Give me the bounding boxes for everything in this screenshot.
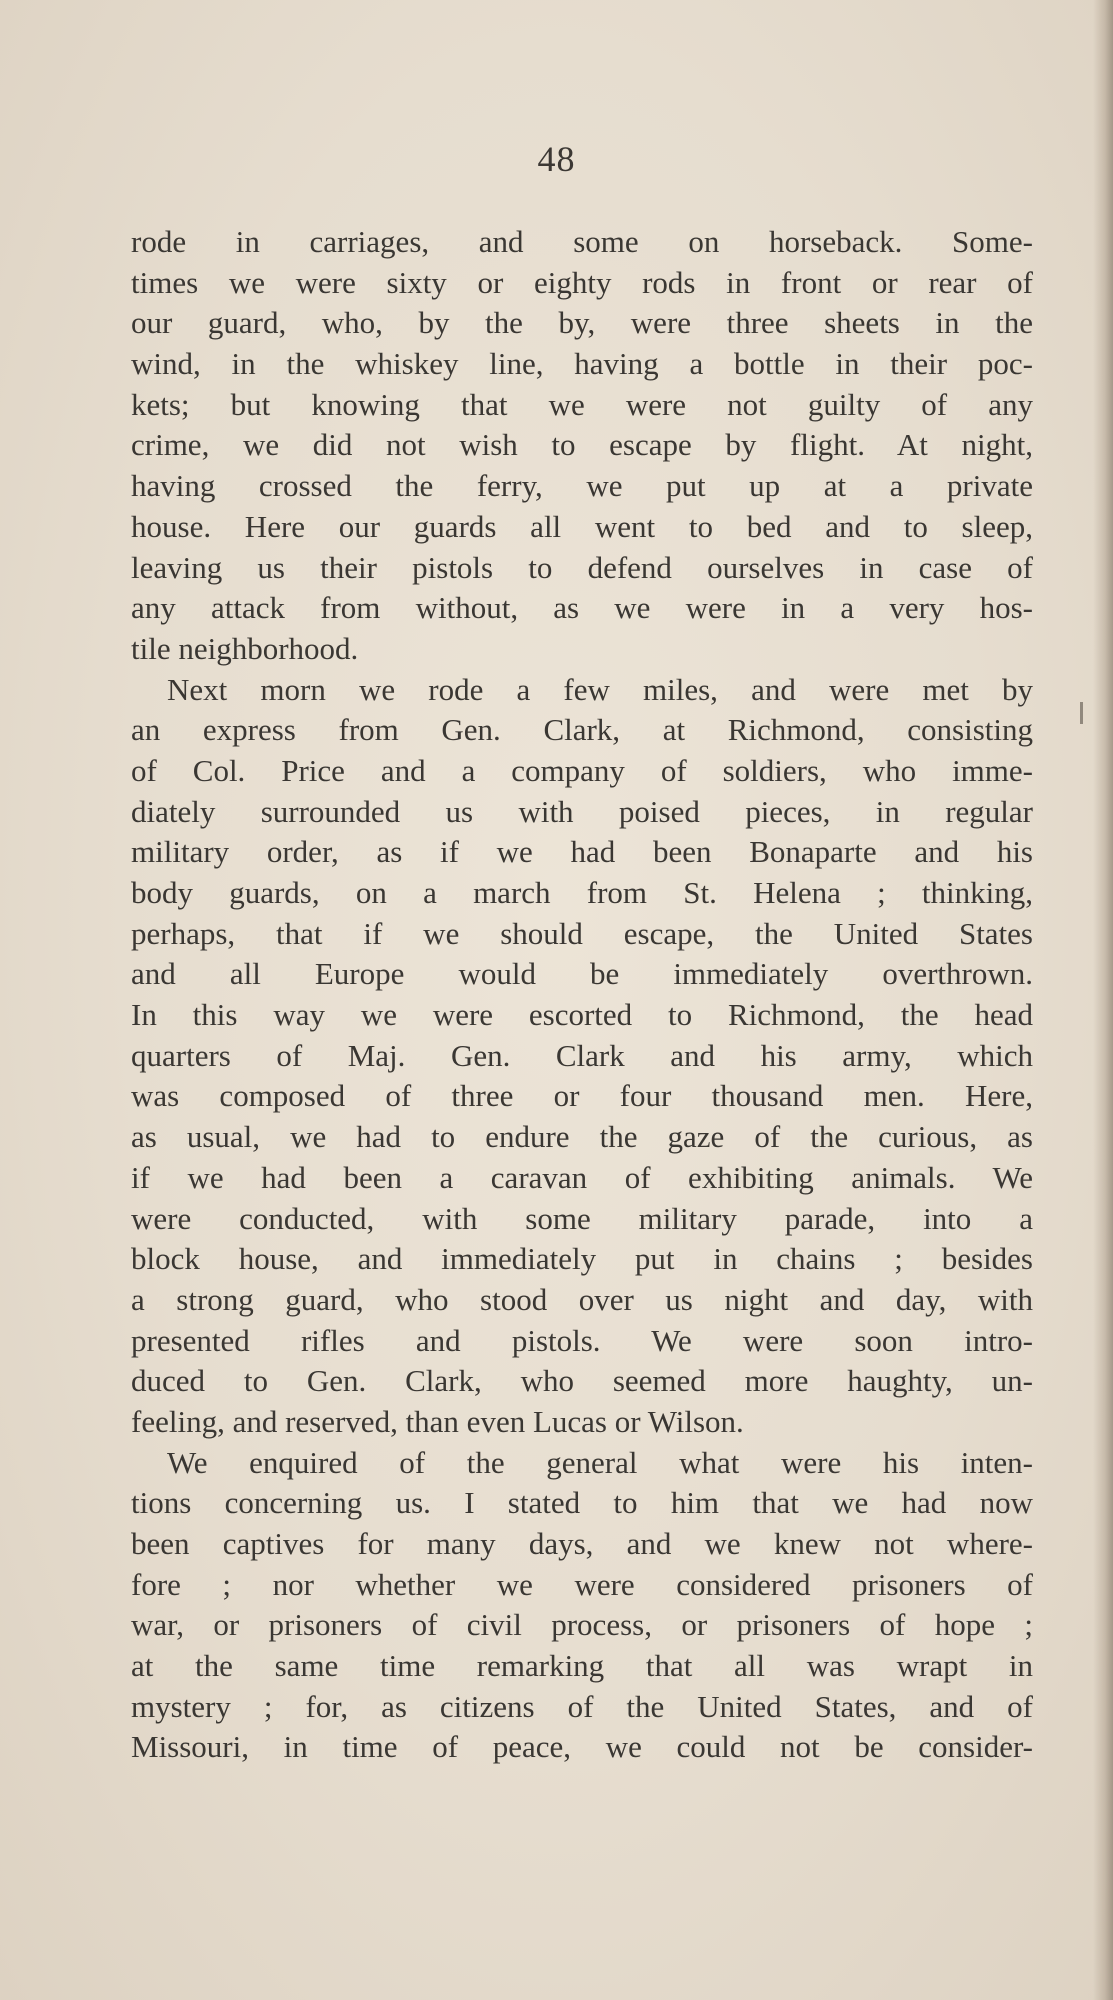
text-line: In this way we were escorted to Richmond, the head: [131, 997, 1033, 1033]
text-line: an express from Gen. Clark, at Richmond, consisting: [131, 712, 1033, 748]
text-line: as usual, we had to endure the gaze of the curious, as: [131, 1119, 1033, 1155]
text-line: Next morn we rode a few miles, and were met by: [167, 671, 1033, 707]
text-line: body guards, on a march from St. Helena ; thinking,: [131, 875, 1033, 910]
text-line: were conducted, with some military parade, into a: [131, 1200, 1033, 1236]
page-number: 48: [537, 139, 576, 179]
text-line: We enquired of the general what were his inten-: [167, 1444, 1033, 1480]
text-line: fore ; nor whether we were considered prisoners of: [131, 1566, 1033, 1602]
text-line: Missouri, in time of peace, we could not be consider-: [131, 1729, 1033, 1765]
text-line: military order, as if we had been Bonaparte and his: [131, 834, 1033, 870]
text-line: having crossed the ferry, we put up at a private: [131, 468, 1033, 504]
text-line: block house, and immediately put in chains ; besides: [131, 1241, 1033, 1277]
text-line: tions concerning us. I stated to him that we had now: [131, 1485, 1033, 1521]
text-line: duced to Gen. Clark, who seemed more haughty, un-: [131, 1363, 1033, 1399]
page-edge-shadow: [1093, 0, 1113, 2000]
text-line: tile neighborhood.: [131, 630, 359, 666]
text-line: quarters of Maj. Gen. Clark and his army, which: [131, 1037, 1033, 1073]
text-line: war, or prisoners of civil process, or prisoners of hope ;: [131, 1607, 1033, 1643]
text-line: kets; but knowing that we were not guilty of any: [131, 386, 1033, 422]
text-line: mystery ; for, as citizens of the United States, and of: [131, 1688, 1033, 1724]
text-line: diately surrounded us with poised pieces, in regular: [131, 793, 1033, 829]
text-line: our guard, who, by the by, were three sheets in the: [131, 305, 1033, 341]
ink-mark: [1080, 702, 1083, 724]
text-line: presented rifles and pistols. We were soon intro-: [131, 1322, 1033, 1358]
text-line: at the same time remarking that all was wrapt in: [131, 1648, 1033, 1684]
text-line: leaving us their pistols to defend ourselves in case of: [131, 549, 1033, 585]
text-line: wind, in the whiskey line, having a bottle in their poc-: [131, 346, 1033, 382]
body-text: [131, 222, 1033, 1768]
text-line: if we had been a caravan of exhibiting animals. We: [131, 1159, 1033, 1195]
text-line: of Col. Price and a company of soldiers, who imme-: [131, 752, 1033, 788]
text-line: feeling, and reserved, than even Lucas or Wilson.: [131, 1403, 744, 1439]
text-line: a strong guard, who stood over us night and day, with: [131, 1281, 1033, 1317]
text-line: crime, we did not wish to escape by flight. At night,: [131, 427, 1033, 463]
text-line: times we were sixty or eighty rods in front or rear of: [131, 264, 1033, 300]
text-line: any attack from without, as we were in a very hos-: [131, 590, 1033, 626]
text-line: been captives for many days, and we knew not where-: [131, 1526, 1033, 1561]
text-line: perhaps, that if we should escape, the United States: [131, 915, 1033, 951]
text-line: was composed of three or four thousand men. Here,: [131, 1078, 1033, 1114]
text-line: house. Here our guards all went to bed and to sleep,: [131, 508, 1033, 544]
text-line: rode in carriages, and some on horseback. Some-: [131, 224, 1033, 259]
text-line: and all Europe would be immediately overthrown.: [131, 956, 1033, 992]
